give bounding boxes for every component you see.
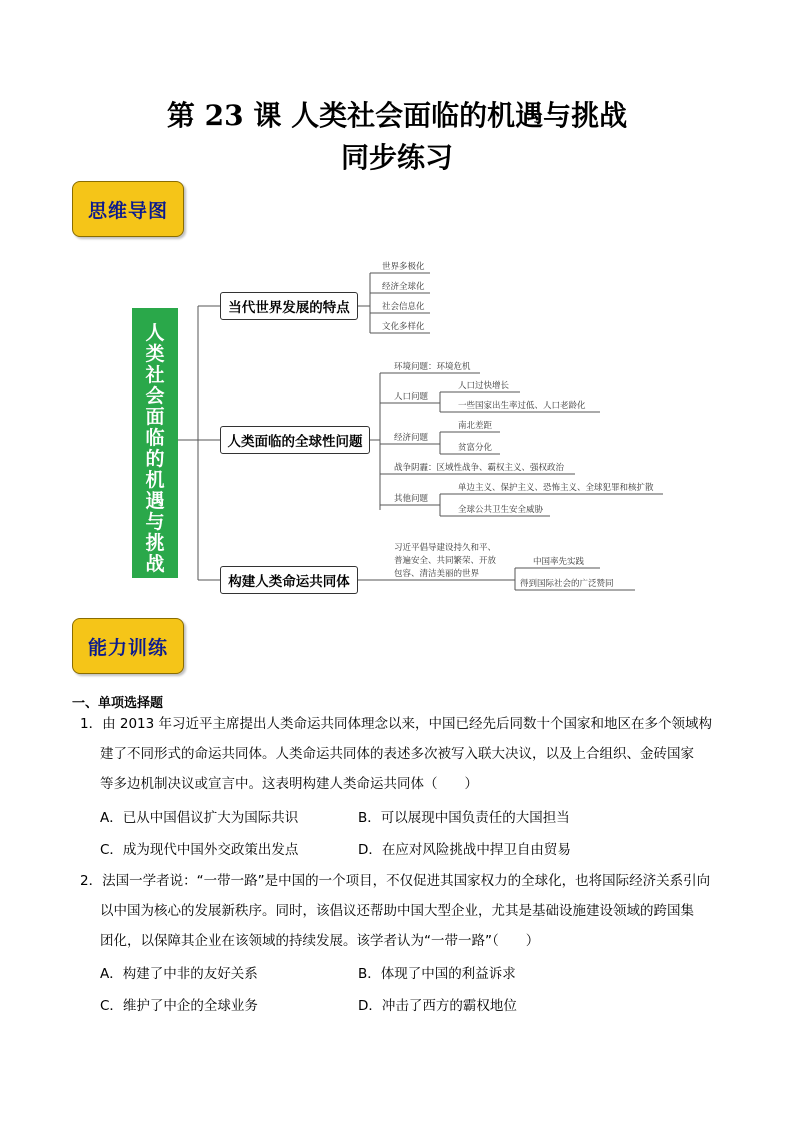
leaf-wealth-gap: 贫富分化	[458, 443, 493, 453]
branch-world-features: 当代世界发展的特点	[220, 292, 358, 320]
q1-option-a[interactable]: A．已从中国倡议扩大为国际共识	[100, 810, 299, 826]
center-char: 与	[145, 511, 165, 533]
leaf-population: 人口问题	[394, 392, 429, 402]
question-1-line: 建了不同形式的命运共同体。人类命运共同体的表述多次被写入联大决议，以及上合组织、金砖国家	[100, 746, 694, 762]
branch-community: 构建人类命运共同体	[220, 566, 358, 594]
leaf-other: 其他问题	[394, 494, 429, 504]
leaf-north-south: 南北差距	[458, 421, 493, 431]
leaf-diversity: 文化多样化	[382, 322, 425, 332]
mindmap-badge-label: 思维导图	[87, 199, 168, 222]
leaf-population-growth: 人口过快增长	[458, 381, 510, 391]
question-2-line: 团化，以保障其企业在该领域的持续发展。该学者认为“一带一路”（ ）	[100, 933, 540, 949]
page-title: 第 23 课 人类社会面临的机遇与挑战	[166, 99, 628, 132]
leaf-globalization: 经济全球化	[382, 282, 425, 292]
center-char: 面	[145, 406, 165, 428]
question-2-line: 2．法国一学者说：“一带一路”是中国的一个项目，不仅促进其国家权力的全球化，也将国际经济关系引向	[80, 873, 711, 889]
center-char: 挑	[145, 532, 165, 554]
leaf-environment: 环境问题：环境危机	[394, 362, 471, 372]
mindmap-center-topic	[132, 308, 178, 578]
q2-option-d[interactable]: D．冲击了西方的霸权地位	[358, 998, 517, 1014]
center-char: 人	[145, 322, 165, 344]
question-1-line: 1．由 2013 年习近平主席提出人类命运共同体理念以来，中国已经先后同数十个国家和地区在多个领域构	[80, 716, 713, 732]
center-char: 遇	[145, 490, 165, 512]
center-char: 社	[145, 364, 165, 386]
leaf-china-practice: 中国率先实践	[533, 557, 585, 567]
center-char: 会	[145, 385, 165, 407]
leaf-unilateralism: 单边主义、保护主义、恐怖主义、全球犯罪和核扩散	[458, 483, 654, 493]
page-subtitle: 同步练习	[340, 141, 453, 174]
question-1-line: 等多边机制决议或宣言中。这表明构建人类命运共同体（ ）	[100, 776, 478, 792]
training-badge-label: 能力训练	[87, 636, 168, 659]
leaf-desc-line: 包容、清洁美丽的世界	[394, 569, 480, 579]
training-badge	[72, 618, 184, 674]
center-char: 战	[145, 553, 165, 575]
leaf-intl-support: 得到国际社会的广泛赞同	[520, 579, 614, 589]
branch-global-issues: 人类面临的全球性问题	[220, 426, 370, 454]
leaf-informatization: 社会信息化	[382, 302, 425, 312]
leaf-multipolar: 世界多极化	[382, 262, 425, 272]
leaf-health-security: 全球公共卫生安全威胁	[458, 505, 544, 515]
center-char: 的	[145, 448, 165, 470]
q1-option-d[interactable]: D．在应对风险挑战中捍卫自由贸易	[358, 842, 571, 858]
section-heading: 一、单项选择题	[72, 696, 164, 711]
q2-option-b[interactable]: B．体现了中国的利益诉求	[358, 966, 516, 982]
leaf-economy: 经济问题	[394, 433, 429, 443]
center-char: 临	[145, 427, 165, 449]
leaf-desc-line: 习近平倡导建设持久和平、	[394, 543, 497, 553]
q1-option-b[interactable]: B．可以展现中国负责任的大国担当	[358, 810, 570, 826]
leaf-war: 战争阴霾：区域性战争、霸权主义、强权政治	[394, 463, 565, 473]
center-char: 机	[145, 469, 165, 491]
q2-option-a[interactable]: A．构建了中非的友好关系	[100, 966, 258, 982]
leaf-desc-line: 普遍安全、共同繁荣、开放	[394, 556, 497, 566]
center-char: 类	[145, 343, 165, 365]
leaf-population-aging: 一些国家出生率过低、人口老龄化	[458, 401, 586, 411]
question-2-line: 以中国为核心的发展新秩序。同时，该倡议还帮助中国大型企业，尤其是基础设施建设领域的跨国集	[100, 903, 694, 919]
q1-option-c[interactable]: C．成为现代中国外交政策出发点	[100, 842, 299, 858]
q2-option-c[interactable]: C．维护了中企的全球业务	[100, 998, 258, 1014]
